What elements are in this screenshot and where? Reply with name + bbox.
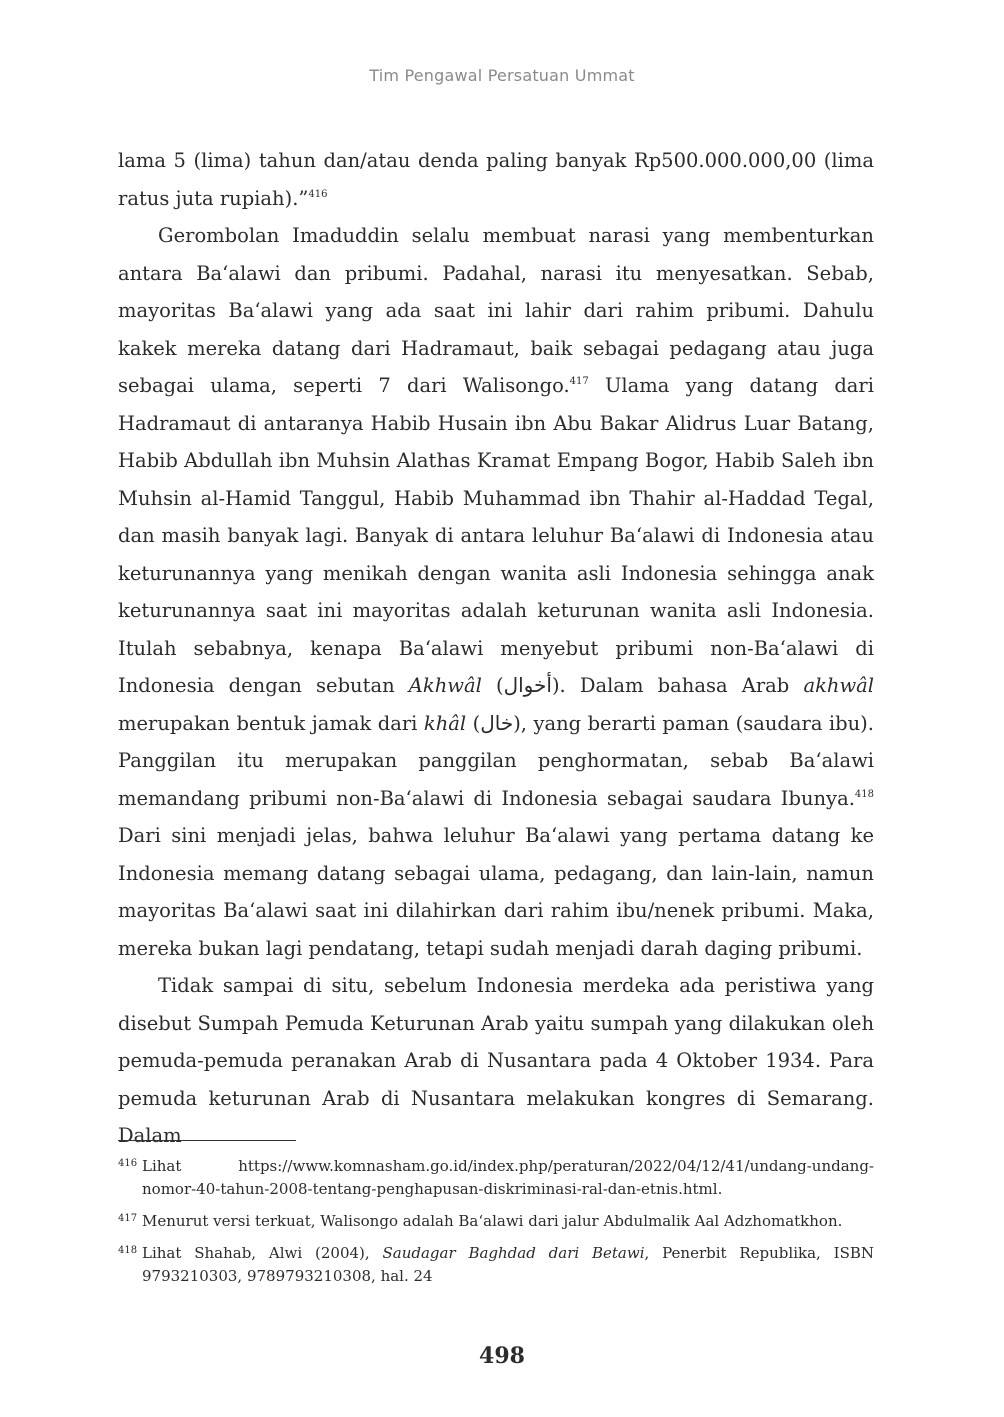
footnote <box>118 1155 874 1201</box>
term-italic: khâl <box>423 711 467 735</box>
body-text <box>118 142 874 1155</box>
paragraph: Gerombolan Imaduddin selalu membuat narasi yang membenturkan antara Baʻalawi dan pribumi. Padahal, narasi itu menyesatkan. Sebab, mayoritas Baʻalawi yang ada saat ini lahir dari rahim pribumi. Dahulu kakek mereka datang dari Hadramaut, baik sebagai pedagang atau juga sebagai ulama, seperti 7 dari Walisongo.$^{417}$ Ulama yang datang dari Hadramaut di antaranya Habib Husain ibn Abu Bakar Alidrus Luar Batang, Habib Abdullah ibn Muhsin Alathas Kramat Empang Bogor, Habib Saleh ibn Muhsin al-Hamid Tanggul, Habib Muhammad ibn Thahir al-Haddad Tegal, dan masih banyak lagi. Banyak di antara leluhur Baʻalawi di Indonesia atau keturunannya yang menikah dengan wanita asli Indonesia sehingga anak keturunannya saat ini mayoritas adalah keturunan wanita asli Indonesia. Itulah sebabnya, kenapa Baʻalawi menyebut pribumi non-Baʻalawi di Indonesia dengan sebutan Akhwâl (أخوال). Dalam bahasa Arab akhwâl merupakan bentuk jamak dari khâl (خال), yang berarti paman (saudara ibu). Panggilan itu merupakan panggilan penghormatan, sebab Baʻalawi memandang pribumi non-Baʻalawi di Indonesia sebagai saudara Ibunya.$^{418}$ Dari sini menjadi jelas, bahwa leluhur Baʻalawi yang pertama datang ke Indonesia memang datang sebagai ulama, pedagang, dan lain-lain, namun mayoritas Baʻalawi saat ini dilahirkan dari rahim ibu/nenek pribumi. Maka, mereka bukan lagi pendatang, tetapi sudah menjadi darah daging pribumi. <box>118 224 875 960</box>
page-number: 498 <box>479 1343 525 1369</box>
footnote-text: Lihat Shahab, Alwi (2004), Saudagar Baghdad dari Betawi, Penerbit Republika, ISBN 9793210303, 9789793210308, hal. 24 <box>142 1244 874 1285</box>
term-italic: Akhwâl <box>408 674 482 697</box>
arabic-term: أخوال <box>503 673 552 697</box>
paragraph: lama 5 (lima) tahun dan/atau denda paling banyak Rp500.000.000,00 (lima ratus juta rupiah).”$^{416}$ <box>118 149 874 210</box>
footnote-text[interactable]: Lihat https://www.komnasham.go.id/index.php/peraturan/2022/04/12/41/undang-undang-nomor-40-tahun-2008-tentang-penghapusan-diskriminasi-ral-dan-etnis.html. <box>142 1157 874 1198</box>
footnote <box>118 1242 874 1288</box>
footnote-ref[interactable]: 417 <box>569 376 589 387</box>
footnote-text: Menurut versi terkuat, Walisongo adalah Baʻalawi dari jalur Abdulmalik Aal Adzhomatkhon. <box>142 1212 843 1230</box>
footnote-ref[interactable]: 416 <box>308 188 328 200</box>
term-italic: akhwâl <box>803 674 875 697</box>
footnote-number: 418 <box>118 1245 138 1256</box>
arabic-term: خال <box>480 710 514 735</box>
running-header: Tim Pengawal Persatuan Ummat <box>369 66 635 85</box>
paragraph: Tidak sampai di situ, sebelum Indonesia merdeka ada peristiwa yang disebut Sumpah Pemuda Keturunan Arab yaitu sumpah yang dilakukan oleh pemuda-pemuda peranakan Arab di Nusantara pada 4 Oktober 1934. Para pemuda keturunan Arab di Nusantara melakukan kongres di Semarang. Dalam <box>118 974 874 1147</box>
footnote-number: 417 <box>118 1213 138 1224</box>
footnote-ref[interactable]: 418 <box>854 788 874 800</box>
footnotes <box>118 1155 874 1297</box>
footnote-number: 416 <box>118 1158 138 1169</box>
book-title: Saudagar Baghdad dari Betawi <box>382 1244 645 1262</box>
footnote <box>118 1210 874 1233</box>
footnote-divider <box>118 1140 296 1141</box>
